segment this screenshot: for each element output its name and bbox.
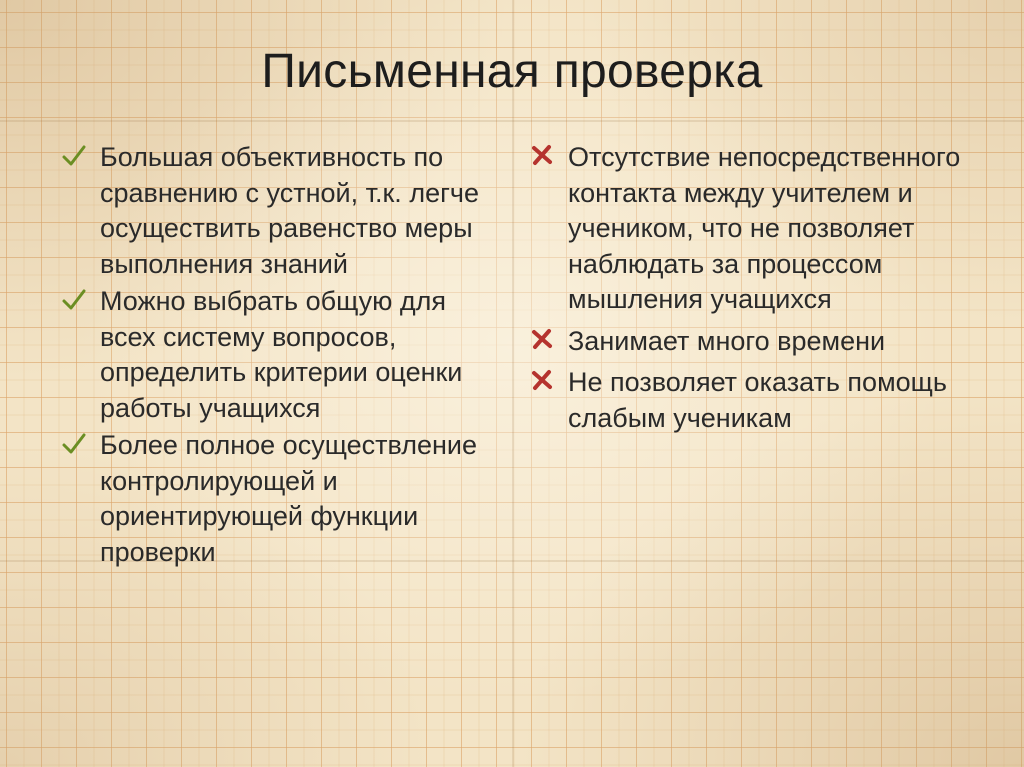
paper-crease xyxy=(512,0,514,767)
advantage-text: Большая объективность по сравнению с устной, т.к. легче осуществить равенство меры выполнения знаний xyxy=(100,142,480,279)
disadvantage-text: Отсутствие непосредственного контакта между учителем и учеником, что не позволяет наблюдать за процессом мышления учащихся xyxy=(568,142,961,314)
advantage-text: Более полное осуществление контролирующей и ориентирующей функции проверки xyxy=(100,430,477,567)
disadvantage-text: Не позволяет оказать помощь слабым ученикам xyxy=(568,367,947,433)
list-item xyxy=(60,284,500,426)
advantages-list xyxy=(60,140,500,572)
check-icon xyxy=(60,142,88,170)
disadvantage-text: Занимает много времени xyxy=(568,325,886,356)
list-item xyxy=(528,365,998,436)
cross-icon xyxy=(528,142,556,170)
check-icon xyxy=(60,430,88,458)
slide-title: Письменная проверка xyxy=(261,45,763,98)
list-item xyxy=(60,428,500,570)
check-icon xyxy=(60,286,88,314)
list-item xyxy=(528,324,998,360)
advantage-text: Можно выбрать общую для всех систему вопросов, определить критерии оценки работы учащихся xyxy=(100,286,463,423)
disadvantages-list xyxy=(528,140,998,442)
cross-icon xyxy=(528,326,556,354)
list-item xyxy=(528,140,998,318)
cross-icon xyxy=(528,367,556,395)
list-item xyxy=(60,140,500,282)
